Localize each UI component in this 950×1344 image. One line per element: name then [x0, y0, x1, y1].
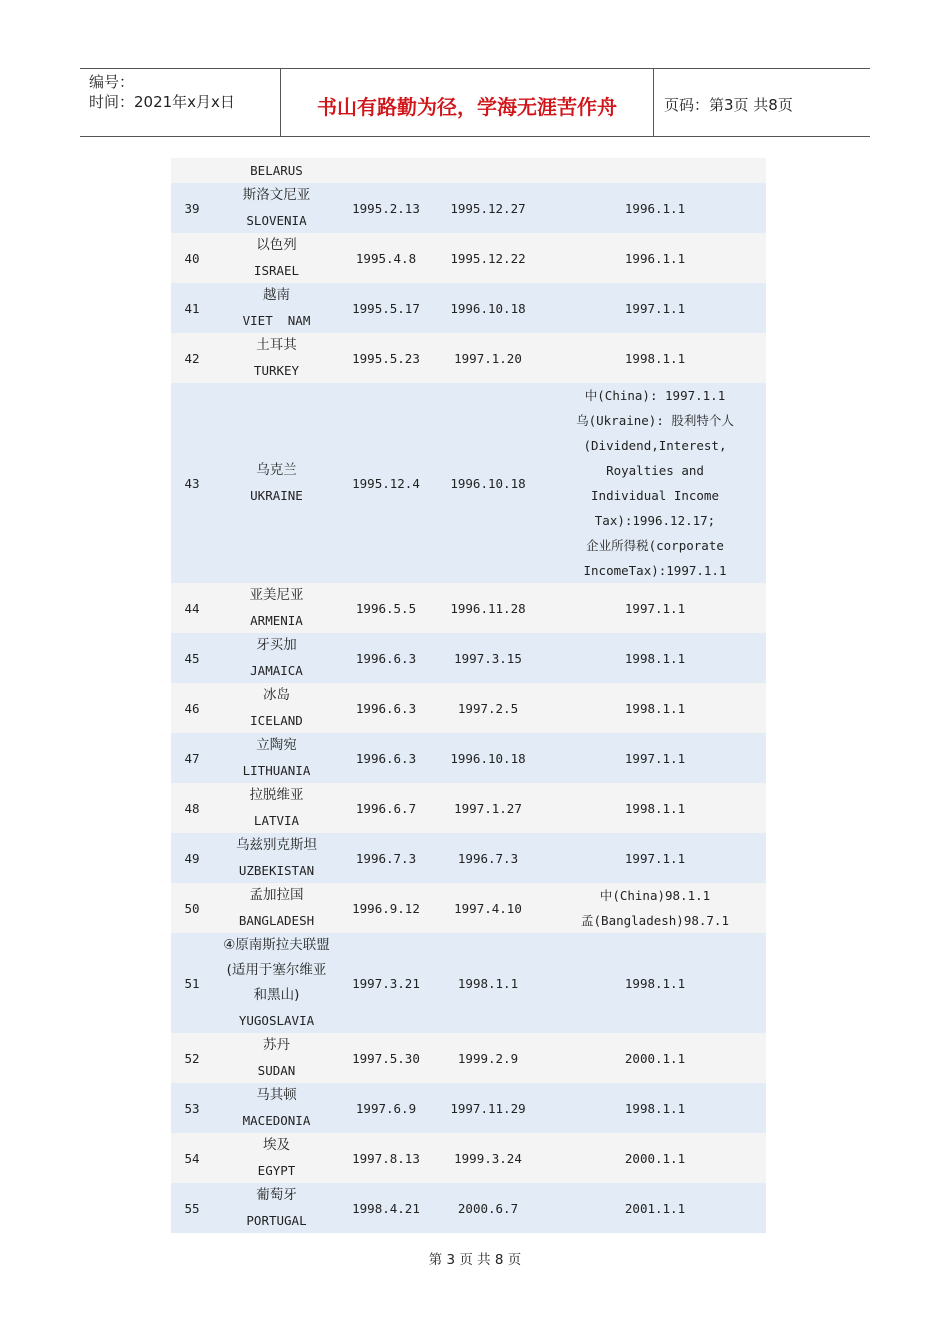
execution-date-line: 孟(Bangladesh)98.7.1 — [581, 913, 729, 928]
motto: 书山有路勤为径，学海无涯苦作舟 — [317, 95, 617, 119]
effective-date-cell — [432, 1183, 544, 1233]
effective-date: 1995.12.27 — [450, 200, 526, 216]
country-cell — [213, 933, 340, 1033]
country-en: BANGLADESH — [238, 913, 315, 928]
execution-date-cell — [544, 233, 766, 283]
country-cell — [213, 833, 340, 883]
signing-date-cell — [340, 833, 432, 883]
header-meta-cell — [80, 69, 281, 136]
signing-date-cell — [340, 383, 432, 583]
row-number-cell — [171, 883, 213, 933]
execution-date-line: 乌(Ukraine): 股利特个人 — [576, 413, 734, 428]
time-label: 时间：2021年x月x日 — [89, 93, 235, 111]
signing-date-cell — [340, 1033, 432, 1083]
country-cn: 马其顿 — [256, 1087, 297, 1103]
row-number: 45 — [184, 650, 200, 666]
signing-date: 1995.2.13 — [352, 200, 420, 216]
effective-date: 1996.7.3 — [457, 850, 519, 866]
country-cn: 乌克兰 — [256, 462, 297, 478]
execution-date-line: IncomeTax):1997.1.1 — [583, 563, 727, 578]
effective-date: 1997.1.20 — [454, 350, 522, 366]
country-cn: 亚美尼亚 — [249, 587, 304, 603]
execution-date-line: 1998.1.1 — [624, 650, 686, 666]
country-en: SLOVENIA — [246, 213, 307, 228]
country-cn: 牙买加 — [256, 637, 297, 653]
effective-date-cell — [432, 633, 544, 683]
page-number-label: 页码：第3页 共8页 — [664, 96, 793, 114]
row-number: 48 — [184, 800, 200, 816]
country-en: EGYPT — [257, 1163, 296, 1178]
country-en: LATVIA — [253, 813, 300, 828]
effective-date: 1998.1.1 — [457, 975, 519, 991]
signing-date-cell — [340, 333, 432, 383]
execution-date-cell — [544, 783, 766, 833]
execution-date-line: Individual Income — [591, 488, 719, 503]
country-cell — [213, 733, 340, 783]
row-number-cell — [171, 1133, 213, 1183]
execution-date-line: Royalties and — [606, 463, 704, 478]
country-en: JAMAICA — [250, 663, 303, 678]
country-cell — [213, 633, 340, 683]
effective-date: 1997.4.10 — [454, 900, 522, 916]
effective-date-cell — [432, 1133, 544, 1183]
execution-date-line: 1998.1.1 — [624, 1100, 686, 1116]
row-number-cell — [171, 1033, 213, 1083]
effective-date-cell — [432, 683, 544, 733]
signing-date: 1998.4.21 — [352, 1200, 420, 1216]
row-number-cell — [171, 583, 213, 633]
treaty-table — [171, 158, 766, 1233]
effective-date: 1996.10.18 — [450, 750, 526, 766]
country-cn: 拉脱维亚 — [249, 787, 304, 803]
row-number: 39 — [184, 200, 200, 216]
signing-date: 1996.6.3 — [355, 700, 417, 716]
row-number: 51 — [184, 975, 200, 991]
row-number: 46 — [184, 700, 200, 716]
signing-date-cell — [340, 283, 432, 333]
table-row — [171, 1083, 766, 1133]
signing-date-cell — [340, 683, 432, 733]
country-en: YUGOSLAVIA — [238, 1013, 315, 1028]
country-cell — [213, 1183, 340, 1233]
signing-date: 1997.5.30 — [352, 1050, 420, 1066]
table-row — [171, 233, 766, 283]
effective-date: 2000.6.7 — [457, 1200, 519, 1216]
effective-date: 1997.1.27 — [454, 800, 522, 816]
country-en: LITHUANIA — [242, 763, 311, 778]
effective-date-cell — [432, 833, 544, 883]
country-cell — [213, 683, 340, 733]
effective-date-cell — [432, 1083, 544, 1133]
effective-date: 1999.3.24 — [454, 1150, 522, 1166]
execution-date-line: 1997.1.1 — [624, 300, 686, 316]
signing-date: 1995.5.17 — [352, 300, 420, 316]
country-cell — [213, 283, 340, 333]
signing-date: 1996.6.3 — [355, 650, 417, 666]
row-number-cell — [171, 633, 213, 683]
signing-date: 1997.3.21 — [352, 975, 420, 991]
effective-date: 1997.11.29 — [450, 1100, 526, 1116]
execution-date-cell — [544, 383, 766, 583]
effective-date: 1999.2.9 — [457, 1050, 519, 1066]
row-number-cell — [171, 333, 213, 383]
table-row — [171, 583, 766, 633]
country-cn: ④原南斯拉夫联盟 (适用于塞尔维亚 和黑山) — [223, 937, 330, 1003]
table-row — [171, 1183, 766, 1233]
execution-date-line: 1997.1.1 — [624, 600, 686, 616]
country-en: ARMENIA — [250, 613, 303, 628]
country-en: VIET NAM — [242, 313, 311, 328]
table-row — [171, 633, 766, 683]
execution-date-line: 1997.1.1 — [624, 750, 686, 766]
country-cn: 斯洛文尼亚 — [242, 187, 311, 203]
country-en: UKRAINE — [250, 488, 303, 503]
country-cn: 土耳其 — [256, 337, 297, 353]
country-cn: 埃及 — [263, 1137, 290, 1153]
country-cell — [213, 783, 340, 833]
execution-date-line: 2000.1.1 — [624, 1050, 686, 1066]
header-page-cell — [654, 69, 870, 136]
row-number-cell — [171, 733, 213, 783]
effective-date-cell — [432, 933, 544, 1033]
signing-date-cell — [340, 583, 432, 633]
execution-date-line: 1996.1.1 — [624, 250, 686, 266]
execution-date-cell — [544, 883, 766, 933]
country-cell — [213, 158, 340, 183]
signing-date-cell — [340, 1183, 432, 1233]
country-cn: 葡萄牙 — [256, 1187, 297, 1203]
signing-date-cell — [340, 633, 432, 683]
execution-date-line: 企业所得税(corporate — [586, 538, 724, 553]
execution-date-cell — [544, 1083, 766, 1133]
execution-date-line: 1998.1.1 — [624, 800, 686, 816]
table-row — [171, 733, 766, 783]
execution-date-cell — [544, 733, 766, 783]
execution-date-cell — [544, 1033, 766, 1083]
country-cn: 冰岛 — [263, 687, 290, 703]
row-number-cell — [171, 1083, 213, 1133]
effective-date-cell — [432, 783, 544, 833]
row-number-cell — [171, 683, 213, 733]
execution-date-line: 1996.1.1 — [624, 200, 686, 216]
country-cn: 越南 — [263, 287, 290, 303]
country-en: UZBEKISTAN — [238, 863, 315, 878]
signing-date-cell — [340, 933, 432, 1033]
execution-date-line: 中(China): 1997.1.1 — [584, 388, 726, 403]
country-cell — [213, 333, 340, 383]
effective-date-cell — [432, 1033, 544, 1083]
country-en: BELARUS — [250, 163, 303, 178]
signing-date-cell — [340, 883, 432, 933]
execution-date-cell — [544, 1183, 766, 1233]
row-number-cell — [171, 383, 213, 583]
execution-date-cell — [544, 833, 766, 883]
country-en: SUDAN — [257, 1063, 296, 1078]
table-row — [171, 333, 766, 383]
signing-date-cell — [340, 1083, 432, 1133]
country-cell — [213, 183, 340, 233]
effective-date-cell — [432, 283, 544, 333]
effective-date-cell — [432, 733, 544, 783]
signing-date-cell — [340, 1133, 432, 1183]
header-motto-cell — [281, 69, 654, 136]
country-cell — [213, 1033, 340, 1083]
execution-date-line: 2001.1.1 — [624, 1200, 686, 1216]
row-number-cell — [171, 283, 213, 333]
table-row — [171, 833, 766, 883]
execution-date-cell — [544, 583, 766, 633]
row-number: 52 — [184, 1050, 200, 1066]
effective-date-cell — [432, 183, 544, 233]
table-row — [171, 933, 766, 1033]
country-cn: 乌兹别克斯坦 — [236, 837, 317, 853]
row-number: 47 — [184, 750, 200, 766]
signing-date: 1995.4.8 — [355, 250, 417, 266]
signing-date: 1995.12.4 — [352, 475, 420, 491]
country-cell — [213, 233, 340, 283]
effective-date: 1995.12.22 — [450, 250, 526, 266]
execution-date-cell — [544, 683, 766, 733]
row-number: 55 — [184, 1200, 200, 1216]
signing-date-cell — [340, 733, 432, 783]
table-row — [171, 1133, 766, 1183]
row-number: 53 — [184, 1100, 200, 1116]
country-cell — [213, 583, 340, 633]
row-number-cell — [171, 183, 213, 233]
country-cn: 以色列 — [256, 237, 297, 253]
effective-date: 1997.2.5 — [457, 700, 519, 716]
country-cn: 立陶宛 — [256, 737, 297, 753]
effective-date-cell — [432, 383, 544, 583]
country-cell — [213, 1133, 340, 1183]
country-cn: 孟加拉国 — [249, 887, 304, 903]
execution-date-cell — [544, 283, 766, 333]
signing-date: 1996.7.3 — [355, 850, 417, 866]
signing-date: 1997.8.13 — [352, 1150, 420, 1166]
row-number: 41 — [184, 300, 200, 316]
signing-date: 1996.5.5 — [355, 600, 417, 616]
effective-date: 1996.11.28 — [450, 600, 526, 616]
effective-date: 1997.3.15 — [454, 650, 522, 666]
signing-date-cell — [340, 783, 432, 833]
execution-date-cell — [544, 333, 766, 383]
country-en: ISRAEL — [253, 263, 300, 278]
row-number: 40 — [184, 250, 200, 266]
signing-date: 1996.6.7 — [355, 800, 417, 816]
effective-date-cell — [432, 883, 544, 933]
table-row — [171, 683, 766, 733]
execution-date-line: Tax):1996.12.17; — [594, 513, 716, 528]
table-row — [171, 383, 766, 583]
execution-date-line: (Dividend,Interest, — [583, 438, 727, 453]
row-number-cell — [171, 833, 213, 883]
table-row — [171, 783, 766, 833]
effective-date-cell — [432, 583, 544, 633]
country-en: PORTUGAL — [246, 1213, 307, 1228]
signing-date-cell — [340, 183, 432, 233]
country-cn: 苏丹 — [263, 1037, 290, 1053]
row-number: 49 — [184, 850, 200, 866]
execution-date-line: 2000.1.1 — [624, 1150, 686, 1166]
table-row — [171, 1033, 766, 1083]
row-number-cell — [171, 933, 213, 1033]
country-cell — [213, 883, 340, 933]
table-row — [171, 183, 766, 233]
effective-date: 1996.10.18 — [450, 300, 526, 316]
country-en: TURKEY — [253, 363, 300, 378]
table-row — [171, 283, 766, 333]
signing-date: 1997.6.9 — [355, 1100, 417, 1116]
country-en: MACEDONIA — [242, 1113, 311, 1128]
number-label: 编号： — [89, 73, 135, 91]
effective-date-cell — [432, 333, 544, 383]
page-footer: 第 3 页 共 8 页 — [428, 1252, 522, 1268]
row-number: 43 — [184, 475, 200, 491]
row-number-cell — [171, 783, 213, 833]
signing-date-cell — [340, 233, 432, 283]
country-cell — [213, 1083, 340, 1133]
effective-date-cell — [432, 233, 544, 283]
row-number: 42 — [184, 350, 200, 366]
page-header — [80, 68, 870, 137]
execution-date-cell — [544, 933, 766, 1033]
row-number: 50 — [184, 900, 200, 916]
execution-date-cell — [544, 633, 766, 683]
table-row — [171, 883, 766, 933]
row-number-cell — [171, 233, 213, 283]
table-row-continuation — [171, 158, 766, 183]
execution-date-cell — [544, 1133, 766, 1183]
signing-date: 1996.9.12 — [352, 900, 420, 916]
execution-date-line: 1997.1.1 — [624, 850, 686, 866]
execution-date-line: 1998.1.1 — [624, 975, 686, 991]
execution-date-cell — [544, 183, 766, 233]
country-en: ICELAND — [250, 713, 303, 728]
execution-date-line: 1998.1.1 — [624, 350, 686, 366]
country-cell — [213, 383, 340, 583]
effective-date: 1996.10.18 — [450, 475, 526, 491]
row-number: 54 — [184, 1150, 200, 1166]
row-number: 44 — [184, 600, 200, 616]
signing-date: 1996.6.3 — [355, 750, 417, 766]
execution-date-line: 1998.1.1 — [624, 700, 686, 716]
execution-date-line: 中(China)98.1.1 — [599, 888, 711, 903]
signing-date: 1995.5.23 — [352, 350, 420, 366]
row-number-cell — [171, 1183, 213, 1233]
